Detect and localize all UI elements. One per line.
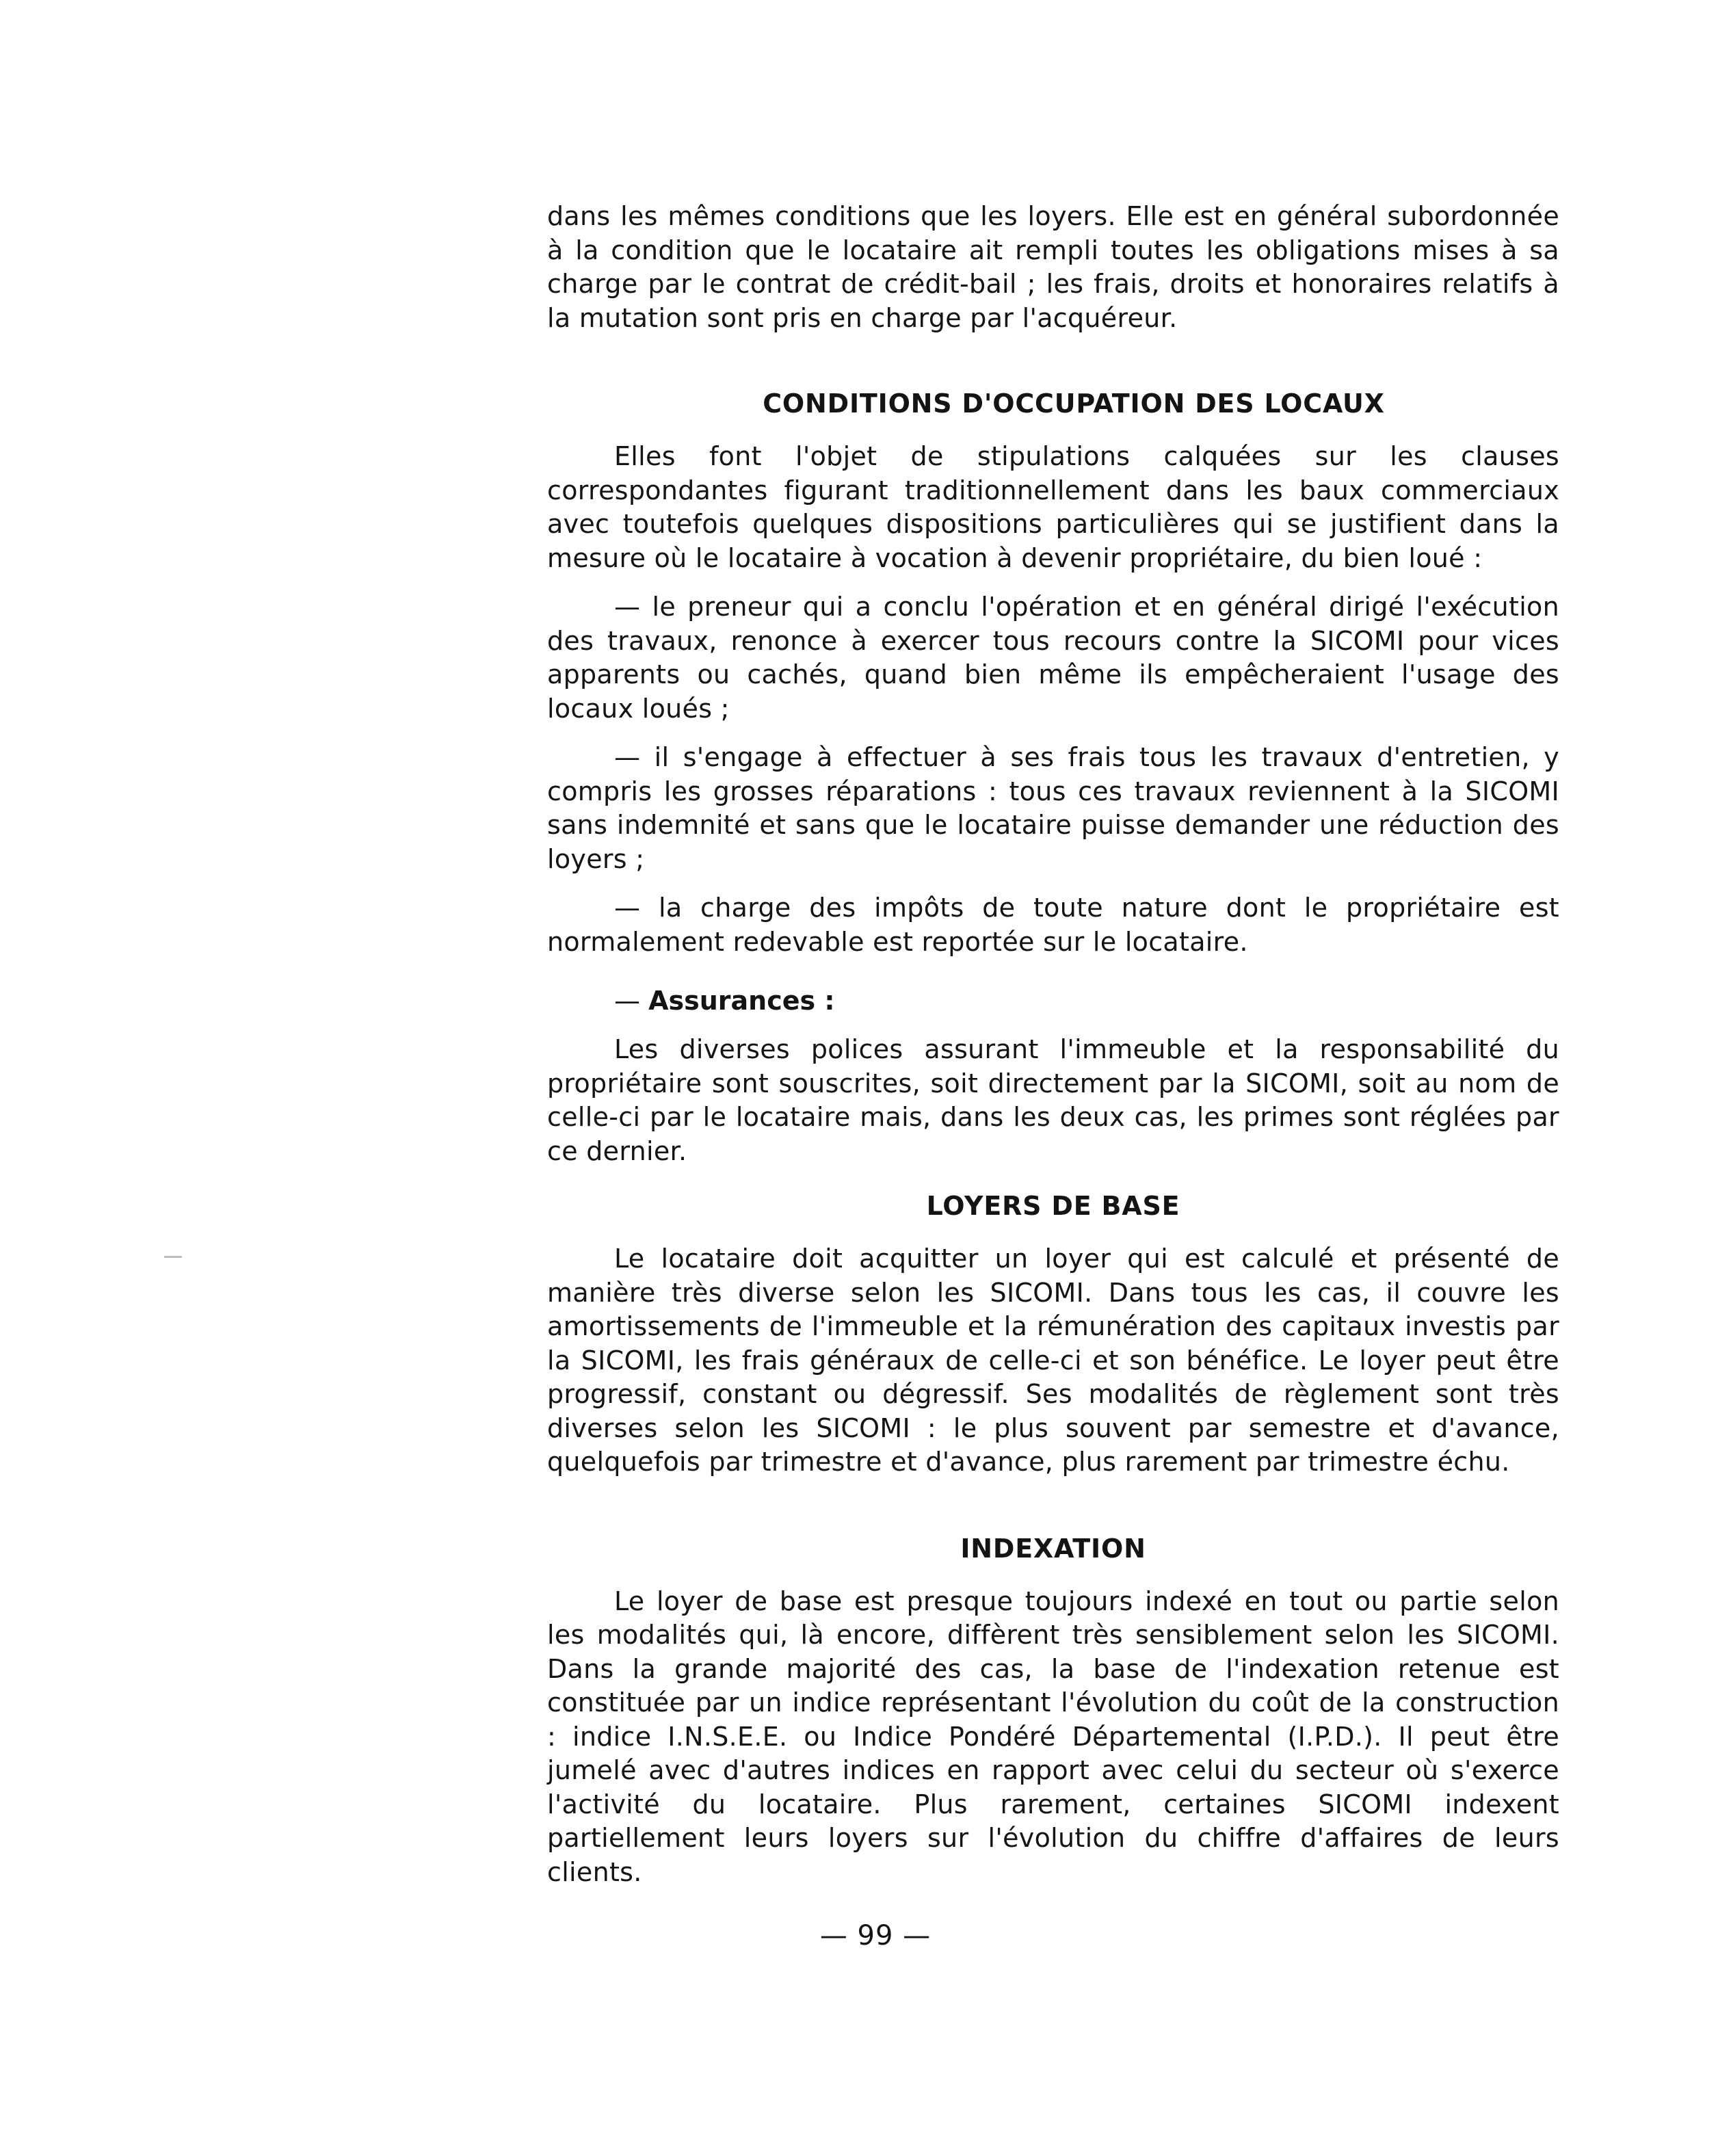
heading-loyers-de-base: LOYERS DE BASE bbox=[926, 1191, 1180, 1221]
heading-conditions-occupation: CONDITIONS D'OCCUPATION DES LOCAUX bbox=[763, 389, 1385, 419]
paragraph-mutation: dans les mêmes conditions que les loyers. Elle est en général subordonnée à la condition que le locataire ait rempli toutes les obligations mises à sa charge par le contrat de crédit-bail ; les frais, droits et honoraires relatifs à la mutation sont pris en charge par l'acquéreur. bbox=[547, 201, 1559, 333]
paragraph-entretien: — il s'engage à effectuer à ses frais tous les travaux d'entretien, y compris les grosses réparations : tous ces travaux reviennent à la SICOMI sans indemnité et sans que le locataire puisse demander une réduction des loyers ; bbox=[547, 742, 1559, 874]
heading-indexation: INDEXATION bbox=[960, 1533, 1146, 1564]
scan-speck bbox=[164, 1256, 182, 1258]
subheading-assurances bbox=[547, 984, 1559, 1018]
paragraph-indexation: Le loyer de base est presque toujours indexé en tout ou partie selon les modalités qui, là encore, diffèrent très sensiblement selon les SICOMI. Dans la grande majorité des cas, la base de l'indexation retenue est constituée par un indice représentant l'évolution du coût de la construction : indice I.N.S.E.E. ou Indice Pondéré Départemental (I.P.D.). Il peut être jumelé avec d'autres indices en rapport avec celui du secteur où s'exerce l'activité du locataire. Plus rarement, certaines SICOMI indexent partiellement leurs loyers sur l'évolution du chiffre d'affaires de leurs clients. bbox=[547, 1586, 1559, 1887]
page-number: — 99 — bbox=[819, 1920, 931, 1951]
subheading-dash: — bbox=[614, 986, 649, 1016]
paragraph-stipulations: Elles font l'objet de stipulations calquées sur les clauses correspondantes figurant traditionnellement dans les baux commerciaux avec toutefois quelques dispositions particulières qui se justifient dans la mesure où le locataire à vocation à devenir propriétaire, du bien loué : bbox=[547, 441, 1559, 573]
paragraph-preneur: — le preneur qui a conclu l'opération et en général dirigé l'exécution des travaux, renonce à exercer tous recours contre la SICOMI pour vices apparents ou cachés, quand bien même ils empêcheraient l'usage des locaux loués ; bbox=[547, 592, 1559, 724]
body-text bbox=[547, 200, 1559, 1889]
subheading-label: Assurances : bbox=[648, 986, 835, 1016]
paragraph-impots: — la charge des impôts de toute nature dont le propriétaire est normalement redevable est reportée sur le locataire. bbox=[547, 893, 1559, 957]
paragraph-assurances: Les diverses polices assurant l'immeuble et la responsabilité du propriétaire sont souscrites, soit directement par la SICOMI, soit au nom de celle-ci par le locataire mais, dans les deux cas, les primes sont réglées par ce dernier. bbox=[547, 1034, 1559, 1166]
paragraph-loyers: Le locataire doit acquitter un loyer qui est calculé et présenté de manière très diverse selon les SICOMI. Dans tous les cas, il couvre les amortissements de l'immeuble et la rémunération des capitaux investis par la SICOMI, les frais généraux de celle-ci et son bénéfice. Le loyer peut être progressif, constant ou dégressif. Ses modalités de règlement sont très diverses selon les SICOMI : le plus souvent par semestre et d'avance, quelquefois par trimestre et d'avance, plus rarement par trimestre échu. bbox=[547, 1244, 1559, 1477]
